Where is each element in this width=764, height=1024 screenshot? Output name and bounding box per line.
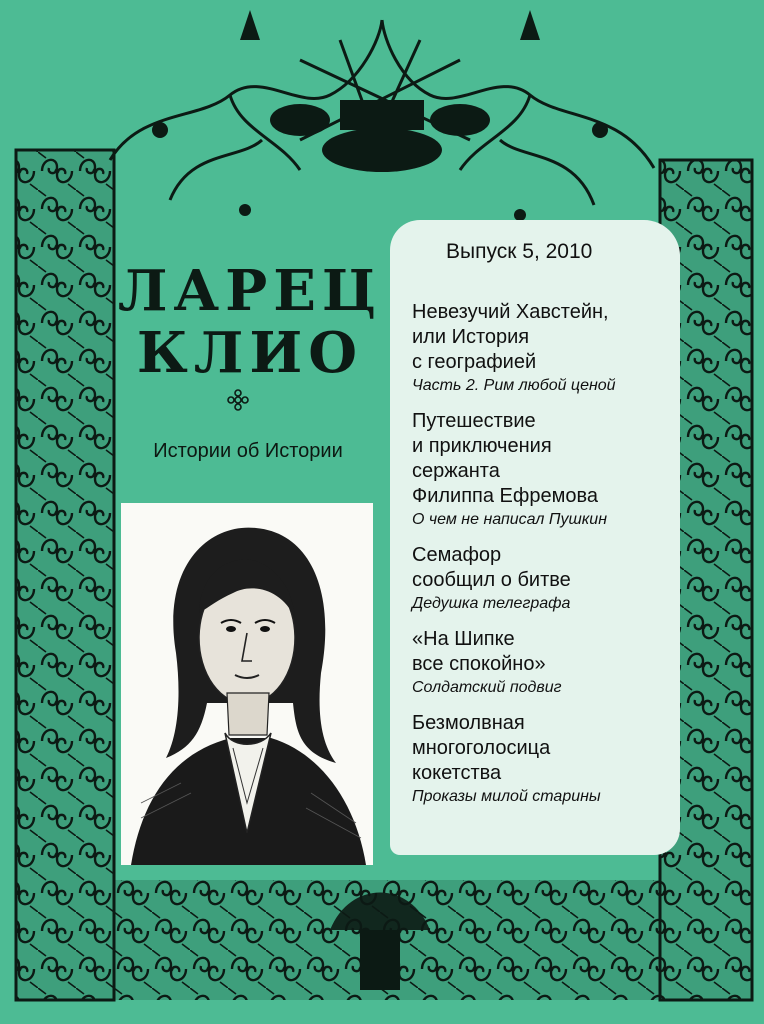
entry-subtitle: Солдатский подвиг [412,679,562,696]
entry-headline: Семафор сообщил о битве [412,544,571,591]
entry-subtitle: Проказы милой старины [412,788,601,805]
entry-headline: Путешествие и приключения сержанта Филиппа Ефремова [412,410,598,507]
magazine-title-line1: ЛАРЕЦ [117,258,383,324]
contents-entry [412,543,672,615]
entry-headline: «На Шипке все спокойно» [412,628,546,675]
contents-entry [412,627,672,699]
entry-subtitle: О чем не написал Пушкин [412,511,607,528]
issue-number: Выпуск 5, 2010 [446,240,593,263]
portrait-engraving [121,503,373,865]
contents-entry [412,711,672,808]
flower-ornament-icon [226,388,250,412]
magazine-title-line2: КЛИО [136,320,364,386]
magazine-tagline: Истории об Истории [153,440,343,462]
contents-list [412,300,672,820]
entry-subtitle: Дедушка телеграфа [412,595,571,612]
contents-entry [412,409,672,531]
contents-entry [412,300,672,397]
entry-subtitle: Часть 2. Рим любой ценой [412,377,616,394]
entry-headline: Безмолвная многоголосица кокетства [412,712,551,784]
entry-headline: Невезучий Хавстейн, или История с географией [412,301,609,373]
